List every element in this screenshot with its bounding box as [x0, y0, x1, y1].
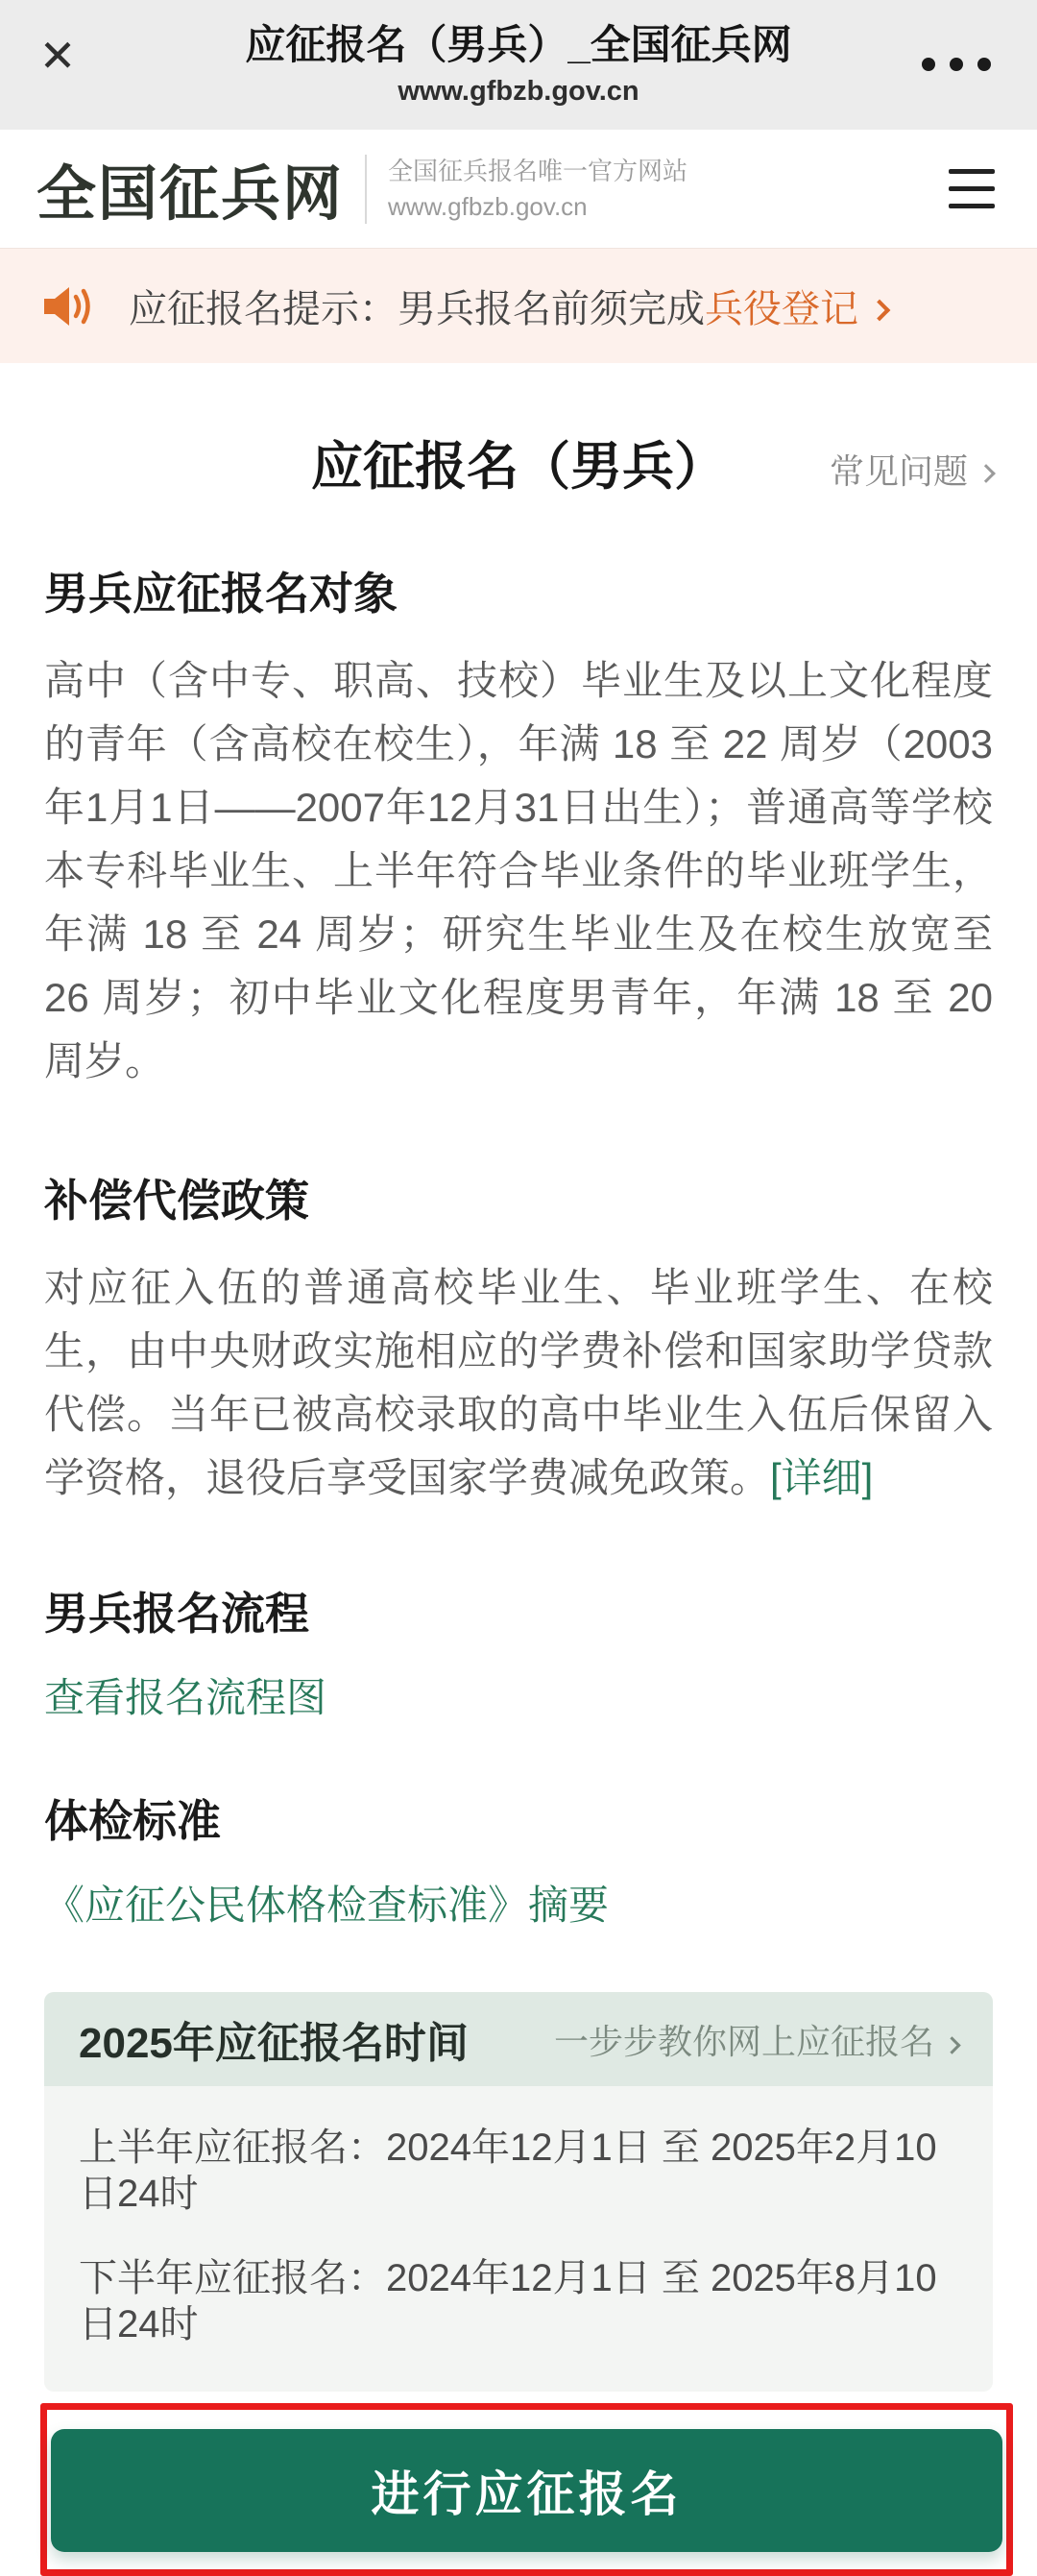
physical-standard-link[interactable]: 《应征公民体格检查标准》摘要	[44, 1883, 610, 1928]
chevron-right-icon	[869, 300, 891, 322]
military-registration-link[interactable]: 兵役登记	[705, 288, 858, 330]
enlistment-notice-bar	[0, 248, 1037, 363]
signup-guide-link[interactable]	[554, 2015, 958, 2064]
page-content	[0, 430, 1037, 2392]
logo-divider	[365, 155, 367, 224]
compensation-text: 对应征入伍的普通高校毕业生、毕业班学生、在校生，由中央财政实施相应的学费补偿和国家助学贷款代偿。当年已被高校录取的高中毕业生入伍后保留入学资格，退役后享受国家学费减免政策。	[44, 1265, 993, 1500]
close-icon[interactable]: ✕	[38, 31, 77, 81]
section-heading-eligibility: 男兵应征报名对象	[44, 569, 398, 619]
site-tagline	[388, 154, 687, 225]
notice-text	[129, 279, 887, 333]
signup-time-box	[44, 1992, 993, 2392]
bar	[949, 186, 995, 191]
notice-prefix: 应征报名提示：男兵报名前须完成	[129, 288, 705, 330]
compensation-paragraph	[44, 1256, 993, 1510]
start-enlistment-signup-button[interactable]: 进行应征报名	[51, 2429, 1002, 2552]
first-half-signup-row: 上半年应征报名：2024年12月1日 至 2025年2月10日24时	[79, 2126, 937, 2215]
red-highlight-annotation	[40, 2403, 1013, 2576]
dot	[922, 58, 935, 71]
chevron-right-icon	[943, 2036, 960, 2054]
dot	[950, 58, 963, 71]
browser-page-url: www.gfbzb.gov.cn	[398, 76, 639, 107]
faq-link-label: 常见问题	[829, 451, 968, 491]
bar	[949, 204, 995, 208]
second-half-signup-row: 下半年应征报名：2024年12月1日 至 2025年8月10日24时	[79, 2257, 937, 2345]
faq-link[interactable]	[830, 445, 993, 494]
speaker-icon	[42, 282, 96, 330]
eligibility-paragraph: 高中（含中专、职高、技校）毕业生及以上文化程度的青年（含高校在校生），年满 18 至 22 周岁（2003年1月1日——2007年12月31日出生）；普通高等学校本专科毕业生、上半年符合毕业条件的毕业班学生，年满 18 至 24 周岁；研究生毕业生及在校生放宽至 26 周岁；初中毕业文化程度男青年，年满 18 至 20 周岁。	[44, 658, 993, 1083]
signup-guide-label: 一步步教你网上应征报名	[553, 2021, 934, 2061]
site-header	[0, 130, 1037, 248]
section-heading-compensation: 补偿代偿政策	[44, 1176, 309, 1226]
signup-time-box-header	[44, 1992, 993, 2086]
bar	[949, 169, 995, 174]
more-options-icon[interactable]	[914, 50, 999, 79]
site-logo[interactable]: 全国征兵网	[36, 162, 345, 228]
chevron-right-icon	[977, 464, 996, 483]
detail-link[interactable]: [详细]	[770, 1455, 874, 1500]
title-row	[44, 430, 993, 503]
section-heading-process: 男兵报名流程	[44, 1589, 309, 1639]
browser-top-bar	[0, 0, 1037, 130]
dot	[977, 58, 991, 71]
signup-time-title: 2025年应征报名时间	[79, 2020, 469, 2067]
process-flowchart-link[interactable]: 查看报名流程图	[44, 1675, 327, 1720]
browser-page-title: 应征报名（男兵）_全国征兵网	[245, 22, 792, 67]
page-title: 应征报名（男兵）	[311, 438, 726, 496]
tagline-line1: 全国征兵报名唯一官方网站	[388, 156, 688, 185]
tagline-line2: www.gfbzb.gov.cn	[388, 191, 588, 221]
signup-time-box-body	[44, 2086, 993, 2392]
hamburger-menu-icon[interactable]	[943, 163, 1001, 214]
section-heading-physical: 体检标准	[44, 1796, 221, 1846]
